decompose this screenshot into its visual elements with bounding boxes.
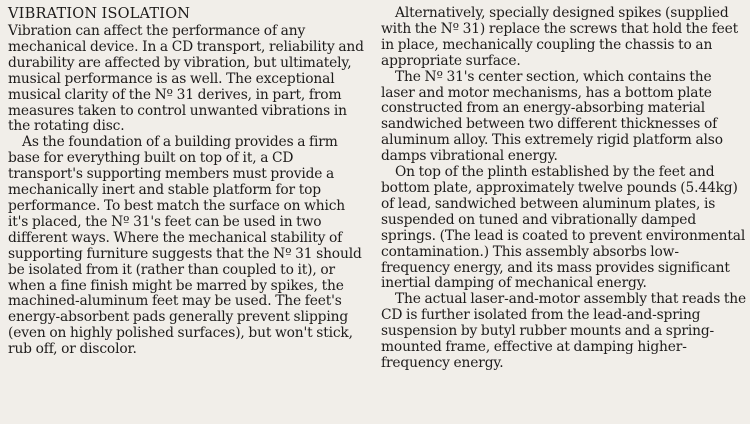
paragraph-spikes: Alternatively, specially designed spikes (supplied with the Nº 31) replace the screws that hold the feet in place, mechanically coupling the chassis to an appropriate surface. [381, 5, 739, 69]
section-heading: VIBRATION ISOLATION [8, 6, 191, 22]
paragraph-vibration-intro: Vibration can affect the performance of any mechanical device. In a CD transport, reliability and durability are affected by vibration, but ultimately, musical performance is as well. The exceptional musical clarity of the Nº 31 derives, in part, from measures taken to control unwanted vibrations in the rotating disc. [8, 23, 364, 135]
left-column [8, 6, 364, 358]
paragraph-center-section: The Nº 31's center section, which contains the laser and motor mechanisms, has a bottom plate constructed from an energy-absorbing material sandwiched between two different thicknesses of aluminum alloy. This extremely rigid platform also damps vibrational energy. [381, 68, 723, 165]
paragraph-lead-plinth: On top of the plinth established by the feet and bottom plate, approximately twelve pounds (5.44kg) of lead, sandwiched between aluminum plates, is suspended on tuned and vibrationally damped springs. (The lead is coated to prevent environmental contamination.) This assembly absorbs low-frequency energy, and its mass provides significant inertial damping of mechanical energy. [381, 164, 746, 292]
paragraph-foundation-feet: As the foundation of a building provides a firm base for everything built on top of it, a CD transport's supporting members must provide a mechanically inert and stable platform for top performance. To best match the surface on which it's placed, the Nº 31's feet can be used in two different ways. Where the mechanical stability of supporting furniture suggests that the Nº 31 should be isolated from it (rather than coupled to it), or when a fine finish might be marred by spikes, the machined-aluminum feet may be used. The feet's energy-absorbent pads generally prevent slipping (even on highly polished surfaces), but won't stick, rub off, or discolor. [8, 134, 362, 358]
right-column [381, 6, 747, 372]
paragraph-laser-assembly: The actual laser-and-motor assembly that reads the CD is further isolated from the lead-and-spring suspension by butyl rubber mounts and a spring-mounted frame, effective at damping higher-frequency energy. [381, 291, 747, 371]
